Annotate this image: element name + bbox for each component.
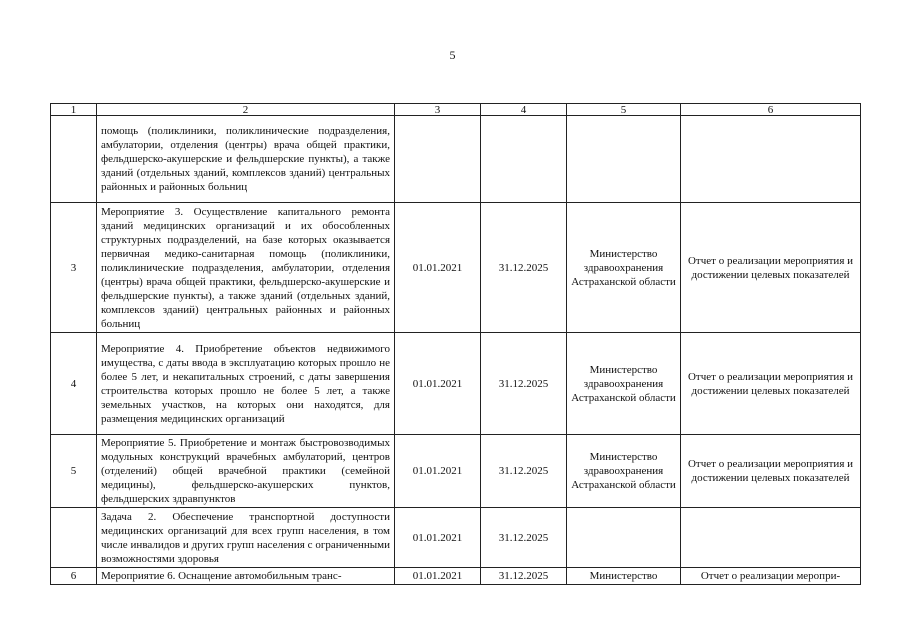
start-date <box>395 116 481 203</box>
row-number: 5 <box>51 435 97 508</box>
executor: Министерство <box>567 568 681 585</box>
measure-text: Задача 2. Обеспечение транспортной доступности медицинских организаций для всех групп населения, в том числе инвалидов и других групп населения с ограниченными возможностями здоровья <box>97 508 395 568</box>
row-number: 6 <box>51 568 97 585</box>
measure-text: Мероприятие 3. Осуществление капитального ремонта зданий медицинских организаций и их обособленных структурных подразделений, на базе которых оказывается первичная медико-санитарная помощь (поликлиники, поликлинические подразделения, амбулатории, отделения (центры) врача общей практики, фельдшерско-акушерские и фельдшерские пункты), а также зданий (отдельных зданий, комплексов зданий) центральных районных и районных больниц <box>97 203 395 333</box>
result: Отчет о реализации мероприятия и достижении целевых показателей <box>681 203 861 333</box>
row-number: 4 <box>51 333 97 435</box>
table-row <box>51 203 861 333</box>
executor: Министерство здравоохранения Астраханской области <box>567 333 681 435</box>
result: Отчет о реализации меропри- <box>681 568 861 585</box>
end-date: 31.12.2025 <box>481 203 567 333</box>
table-row <box>51 568 861 585</box>
table-row <box>51 435 861 508</box>
header-cell: 3 <box>395 104 481 116</box>
end-date: 31.12.2025 <box>481 333 567 435</box>
table-row <box>51 116 861 203</box>
end-date: 31.12.2025 <box>481 508 567 568</box>
measure-text: Мероприятие 6. Оснащение автомобильным транс- <box>97 568 395 585</box>
row-number <box>51 508 97 568</box>
start-date: 01.01.2021 <box>395 203 481 333</box>
end-date <box>481 116 567 203</box>
end-date: 31.12.2025 <box>481 568 567 585</box>
result: Отчет о реализации мероприятия и достижении целевых показателей <box>681 333 861 435</box>
row-number <box>51 116 97 203</box>
executor <box>567 508 681 568</box>
row-number: 3 <box>51 203 97 333</box>
page-number: 5 <box>449 48 456 62</box>
result <box>681 116 861 203</box>
executor: Министерство здравоохранения Астраханской области <box>567 435 681 508</box>
header-cell: 6 <box>681 104 861 116</box>
measures-table <box>50 103 861 585</box>
end-date: 31.12.2025 <box>481 435 567 508</box>
result: Отчет о реализации мероприятия и достижении целевых показателей <box>681 435 861 508</box>
start-date: 01.01.2021 <box>395 435 481 508</box>
header-cell: 4 <box>481 104 567 116</box>
executor <box>567 116 681 203</box>
measure-text: Мероприятие 5. Приобретение и монтаж быстровозводимых модульных конструкций врачебных амбулаторий, центров (отделений) общей врачебной практики (семейной медицины), фельдшерско-акушерских пунктов, фельдшерских здравпунктов <box>97 435 395 508</box>
start-date: 01.01.2021 <box>395 333 481 435</box>
table-row <box>51 333 861 435</box>
header-cell: 5 <box>567 104 681 116</box>
result <box>681 508 861 568</box>
start-date: 01.01.2021 <box>395 508 481 568</box>
header-cell: 2 <box>97 104 395 116</box>
header-row <box>51 104 861 116</box>
start-date: 01.01.2021 <box>395 568 481 585</box>
measure-text: помощь (поликлиники, поликлинические подразделения, амбулатории, отделения (центры) врача общей практики, фельдшерско-акушерские и фельдшерские пункты), а также зданий (отдельных зданий, комплексов зданий) центральных районных и районных больниц <box>97 116 395 203</box>
header-cell: 1 <box>51 104 97 116</box>
table-row <box>51 508 861 568</box>
executor: Министерство здравоохранения Астраханской области <box>567 203 681 333</box>
measure-text: Мероприятие 4. Приобретение объектов недвижимого имущества, с даты ввода в эксплуатацию которых прошло не более 5 лет, и некапитальных строений, с даты завершения строительства которых прошло не более 5 лет, а также земельных участков, на которых они находятся, для размещения медицинских организаций <box>97 333 395 435</box>
